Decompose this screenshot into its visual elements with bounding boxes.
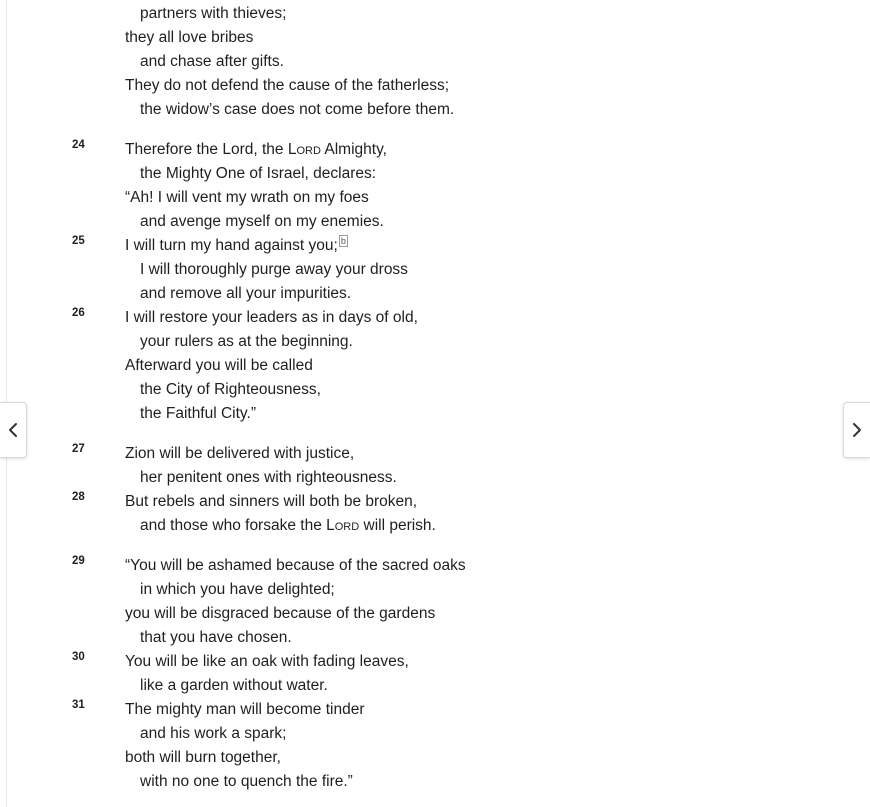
poem-line bbox=[0, 490, 840, 514]
poem-line bbox=[0, 186, 840, 210]
poem-line bbox=[0, 466, 840, 490]
text-segment: I will turn my hand against you; bbox=[125, 237, 338, 254]
verse-number: 24 bbox=[72, 139, 85, 151]
text-segment: in which you have delighted; bbox=[140, 581, 335, 598]
line-text bbox=[140, 330, 353, 354]
poem-line bbox=[0, 98, 840, 122]
text-segment: partners with thieves; bbox=[140, 5, 287, 22]
divine-name: Lord bbox=[287, 141, 321, 158]
line-text bbox=[140, 210, 384, 234]
line-text bbox=[125, 650, 409, 674]
line-text bbox=[125, 186, 369, 210]
poem-line bbox=[0, 26, 840, 50]
text-segment: You will be like an oak with fading leaves, bbox=[125, 653, 409, 670]
poem-line bbox=[0, 162, 840, 186]
poem-line bbox=[0, 674, 840, 698]
line-text bbox=[140, 514, 436, 538]
poem-line bbox=[0, 650, 840, 674]
line-text bbox=[140, 162, 376, 186]
poem-line bbox=[0, 210, 840, 234]
poem-line bbox=[0, 282, 840, 306]
scripture-text bbox=[0, 2, 840, 794]
line-text bbox=[140, 98, 454, 122]
divine-name: Lord bbox=[326, 517, 360, 534]
line-text bbox=[140, 50, 284, 74]
text-segment: Therefore the Lord, the bbox=[125, 141, 288, 158]
stanza bbox=[0, 442, 840, 538]
text-segment: and avenge myself on my enemies. bbox=[140, 213, 384, 230]
text-segment: “Ah! I will vent my wrath on my foes bbox=[125, 189, 369, 206]
line-text bbox=[140, 2, 286, 26]
line-text bbox=[140, 258, 408, 282]
poem-line bbox=[0, 578, 840, 602]
line-text bbox=[125, 306, 418, 330]
line-text bbox=[125, 354, 313, 378]
poem-line bbox=[0, 770, 840, 794]
poem-line bbox=[0, 402, 840, 426]
line-text bbox=[140, 466, 397, 490]
poem-line bbox=[0, 602, 840, 626]
poem-line bbox=[0, 514, 840, 538]
text-segment: and remove all your impurities. bbox=[140, 285, 352, 302]
poem-line bbox=[0, 722, 840, 746]
line-text bbox=[125, 26, 253, 50]
text-segment: They do not defend the cause of the fatherless; bbox=[125, 77, 449, 94]
verse-number: 29 bbox=[72, 555, 85, 567]
text-segment: they all love bribes bbox=[125, 29, 254, 46]
line-text bbox=[125, 442, 354, 466]
line-text bbox=[125, 698, 365, 722]
text-segment: will perish. bbox=[359, 517, 436, 534]
verse-number: 30 bbox=[72, 651, 85, 663]
verse-number: 27 bbox=[72, 443, 85, 455]
footnote-link[interactable]: b bbox=[340, 235, 346, 246]
poem-line bbox=[0, 2, 840, 26]
text-segment: I will thoroughly purge away your dross bbox=[140, 261, 408, 278]
poem-line bbox=[0, 74, 840, 98]
line-text bbox=[140, 402, 256, 426]
poem-line bbox=[0, 306, 840, 330]
text-segment: I will restore your leaders as in days of old, bbox=[125, 309, 418, 326]
text-segment: her penitent ones with righteousness. bbox=[140, 469, 397, 486]
text-segment: “You will be ashamed because of the sacred oaks bbox=[125, 557, 466, 574]
line-text bbox=[140, 626, 292, 650]
line-text bbox=[140, 578, 335, 602]
text-segment: But rebels and sinners will both be broken, bbox=[125, 493, 418, 510]
poem-line bbox=[0, 234, 840, 258]
line-text bbox=[140, 282, 351, 306]
verse-number: 25 bbox=[72, 235, 85, 247]
text-segment: the Faithful City.” bbox=[140, 405, 257, 422]
line-text bbox=[140, 674, 328, 698]
line-text bbox=[125, 746, 281, 770]
text-segment: you will be disgraced because of the gardens bbox=[125, 605, 436, 622]
next-chapter-button[interactable] bbox=[843, 402, 870, 458]
text-segment: Afterward you will be called bbox=[125, 357, 313, 374]
text-segment: and his work a spark; bbox=[140, 725, 287, 742]
verse-number: 26 bbox=[72, 307, 85, 319]
text-segment: the City of Righteousness, bbox=[140, 381, 321, 398]
line-text bbox=[140, 770, 353, 794]
line-text bbox=[125, 74, 449, 98]
poem-line bbox=[0, 378, 840, 402]
poem-line bbox=[0, 138, 840, 162]
text-segment: like a garden without water. bbox=[140, 677, 328, 694]
line-text bbox=[125, 554, 466, 578]
poem-line bbox=[0, 554, 840, 578]
verse-number: 31 bbox=[72, 699, 85, 711]
text-segment: and those who forsake the bbox=[140, 517, 327, 534]
text-segment: with no one to quench the fire.” bbox=[140, 773, 353, 790]
text-segment: The mighty man will become tinder bbox=[125, 701, 365, 718]
chevron-right-icon bbox=[852, 422, 862, 438]
text-segment: your rulers as at the beginning. bbox=[140, 333, 353, 350]
stanza bbox=[0, 138, 840, 426]
poem-line bbox=[0, 442, 840, 466]
line-text bbox=[140, 378, 321, 402]
text-segment: both will burn together, bbox=[125, 749, 281, 766]
poem-line bbox=[0, 330, 840, 354]
text-segment: Almighty, bbox=[320, 141, 387, 158]
stanza bbox=[0, 2, 840, 122]
line-text bbox=[125, 138, 387, 162]
poem-line bbox=[0, 698, 840, 722]
text-segment: Zion will be delivered with justice, bbox=[125, 445, 355, 462]
stanza bbox=[0, 554, 840, 794]
line-text bbox=[125, 234, 348, 258]
text-segment: and chase after gifts. bbox=[140, 53, 284, 70]
line-text bbox=[140, 722, 286, 746]
poem-line bbox=[0, 258, 840, 282]
line-text bbox=[125, 602, 435, 626]
verse-number: 28 bbox=[72, 491, 85, 503]
poem-line bbox=[0, 354, 840, 378]
poem-line bbox=[0, 746, 840, 770]
text-segment: the widow’s case does not come before them. bbox=[140, 101, 455, 118]
line-text bbox=[125, 490, 417, 514]
poem-line bbox=[0, 50, 840, 74]
text-segment: the Mighty One of Israel, declares: bbox=[140, 165, 377, 182]
poem-line bbox=[0, 626, 840, 650]
text-segment: that you have chosen. bbox=[140, 629, 292, 646]
